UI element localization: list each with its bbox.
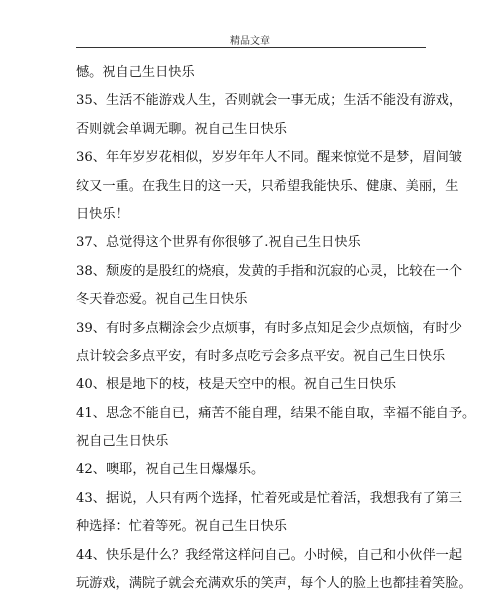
text-line: 35、生活不能游戏人生，否则就会一事无成；生活不能没有游戏， — [76, 93, 463, 109]
text-line: 38、颓废的是股红的烧痕，发黄的手指和沉寂的心灵，比较在一个 — [76, 263, 463, 279]
text-line: 否则就会单调无聊。祝自己生日快乐 — [76, 121, 287, 137]
text-line: 祝自己生日快乐 — [76, 434, 169, 450]
text-line: 种选择：忙着等死。祝自己生日快乐 — [76, 519, 287, 535]
text-line: 日快乐！ — [76, 206, 129, 222]
text-line: 36、年年岁岁花相似，岁岁年年人不同。醒来惊觉不是梦，眉间皱 — [76, 150, 463, 166]
text-line: 玩游戏，满院子就会充满欢乐的笑声，每个人的脸上也都挂着笑脸。 — [76, 576, 472, 592]
text-line: 42、噢耶，祝自己生日爆爆乐。 — [76, 462, 265, 478]
header-rule — [76, 47, 426, 48]
text-line: 39、有时多点糊涂会少点烦事，有时多点知足会少点烦恼，有时少 — [76, 320, 463, 336]
text-line: 点计较会多点平安，有时多点吃亏会多点平安。祝自己生日快乐 — [76, 348, 446, 364]
text-line: 43、据说，人只有两个选择，忙着死或是忙着活，我想我有了第三 — [76, 490, 463, 506]
text-line: 37、总觉得这个世界有你很够了.祝自己生日快乐 — [76, 235, 361, 251]
text-line: 44、快乐是什么？我经常这样问自己。小时候，自己和小伙伴一起 — [76, 547, 463, 563]
text-line: 憾。祝自己生日快乐 — [76, 65, 195, 80]
text-line: 40、根是地下的枝，枝是天空中的根。祝自己生日快乐 — [76, 377, 397, 393]
text-line: 冬天眷恋爱。祝自己生日快乐 — [76, 292, 248, 308]
text-line: 纹又一重。在我生日的这一天，只希望我能快乐、健康、美丽，生 — [76, 178, 459, 194]
article-body — [76, 59, 476, 598]
page-header: 精品文章 — [230, 36, 270, 47]
text-line: 41、思念不能自已，痛苦不能自理，结果不能自取，幸福不能自予。 — [76, 405, 476, 421]
